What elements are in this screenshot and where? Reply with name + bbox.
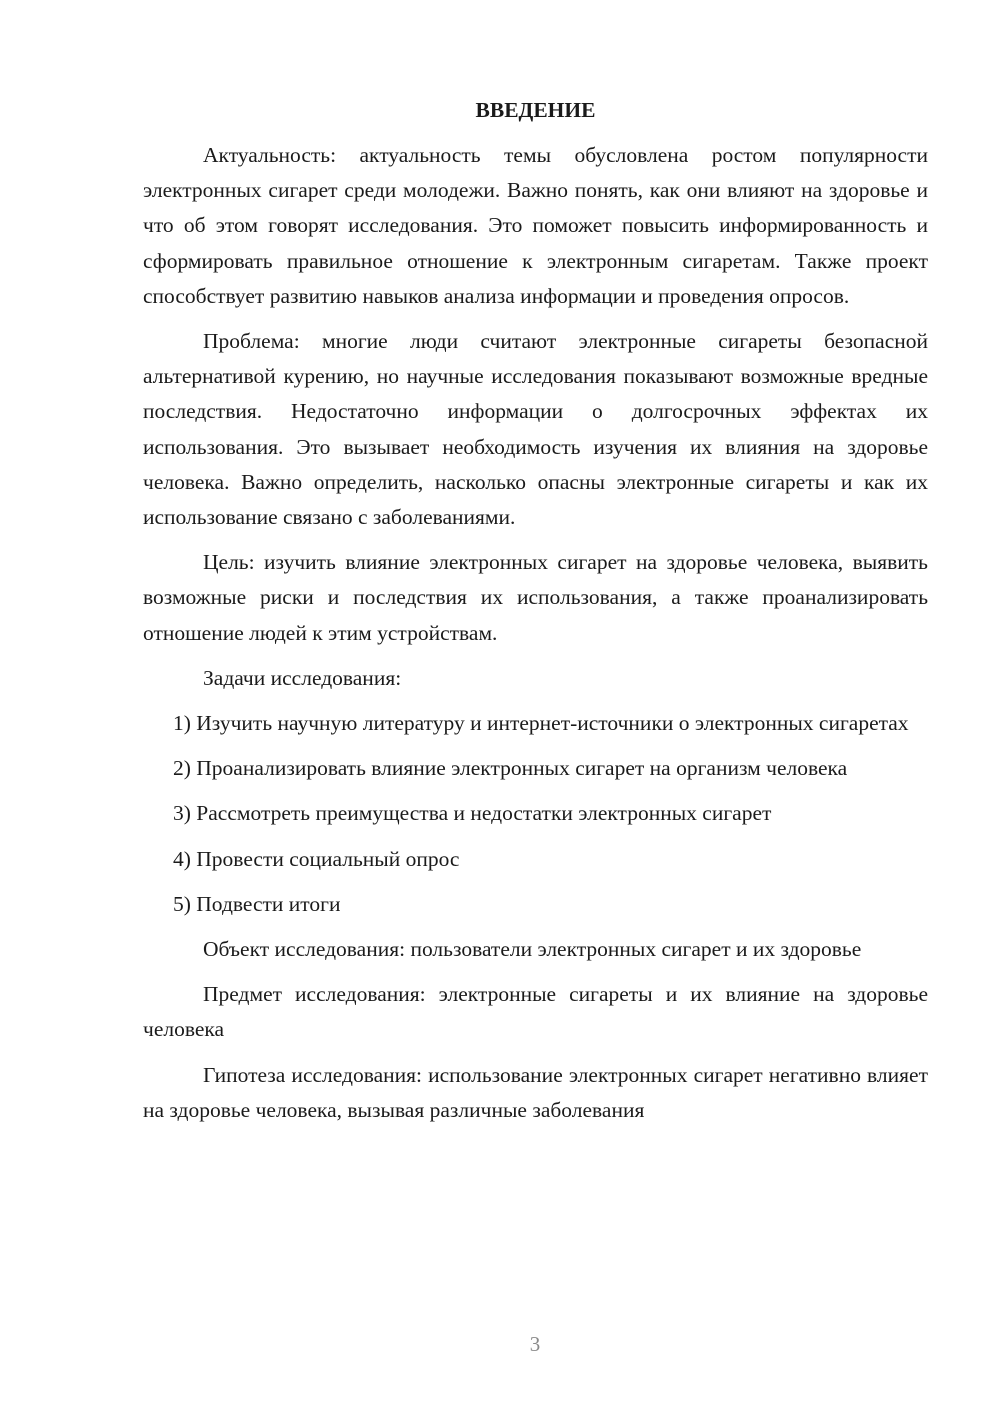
task-item-2: 2) Проанализировать влияние электронных сигарет на организм человека [173, 756, 848, 781]
goal-paragraph: Цель: изучить влияние электронных сигарет на здоровье человека, выявить возможные риски и последствия их использования, а также проанализировать отношение людей к этим устройствам. [143, 550, 928, 645]
document-page [143, 93, 928, 1138]
task-item-4: 4) Провести социальный опрос [173, 846, 460, 871]
page-number: 3 [529, 1332, 541, 1356]
object-paragraph: Объект исследования: пользователи электронных сигарет и их здоровье [203, 937, 862, 962]
problem-paragraph: Проблема: многие люди считают электронные сигареты безопасной альтернативой курению, но научные исследования показывают возможные вредные последствия. Недостаточно информации о долгосрочных эффектах их использования. Это вызывает необходимость изучения их влияния на здоровье человека. Важно определить, насколько опасны электронные сигареты и как их использование связано с заболеваниями. [143, 329, 928, 530]
relevance-paragraph: Актуальность: актуальность темы обусловлена ростом популярности электронных сигарет среди молодежи. Важно понять, как они влияют на здоровье и что об этом говорят исследования. Это поможет повысить информированность и сформировать правильное отношение к электронным сигаретам. Также проект способствует развитию навыков анализа информации и проведения опросов. [143, 143, 928, 308]
page-title: ВВЕДЕНИЕ [475, 98, 596, 122]
task-item-1: 1) Изучить научную литературу и интернет-источники о электронных сигаретах [173, 711, 909, 736]
tasks-title: Задачи исследования: [203, 665, 402, 690]
task-item-3: 3) Рассмотреть преимущества и недостатки электронных сигарет [173, 801, 772, 826]
hypothesis-paragraph: Гипотеза исследования: использование электронных сигарет негативно влияет на здоровье человека, вызывая различные заболевания [143, 1062, 928, 1122]
subject-paragraph: Предмет исследования: электронные сигареты и их влияние на здоровье человека [143, 982, 928, 1042]
task-item-5: 5) Подвести итоги [173, 891, 341, 916]
